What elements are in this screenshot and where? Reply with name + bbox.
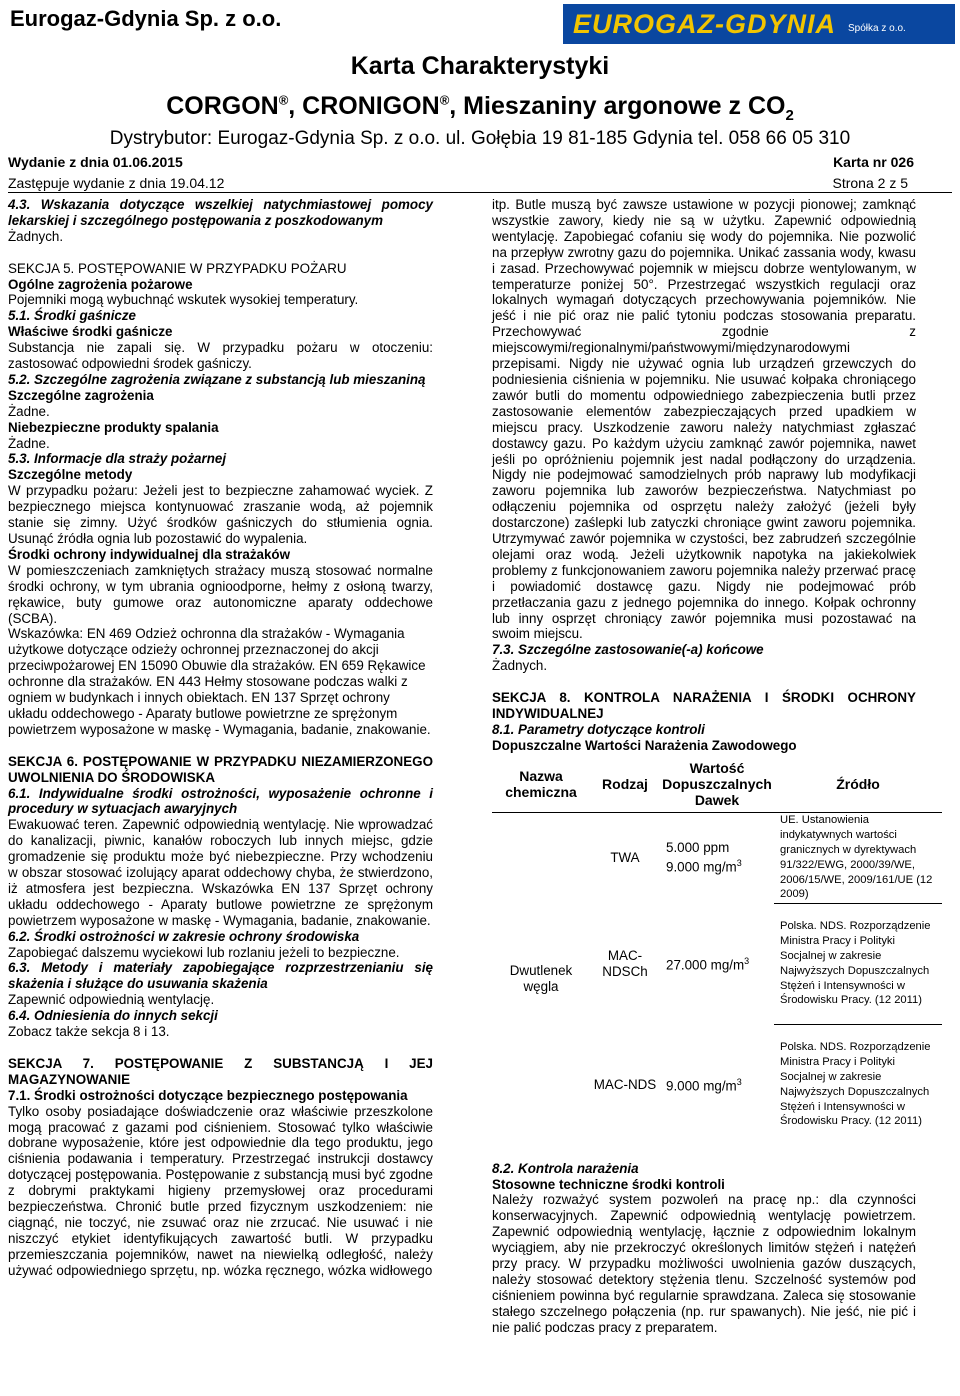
product-name-c: , Mieszaniny argonowe z CO <box>449 92 786 120</box>
section-6-3-text: Zapewnić odpowiednią wentylację. <box>8 992 215 1008</box>
section-5-1-title: 5.1. Środki gaśnicze <box>8 308 137 324</box>
section-4-3-title: 4.3. Wskazania dotyczące wszelkiej natychmiastowej pomocy lekarskiej i szczególnego postępowania z poszkodowanym <box>8 197 433 228</box>
firefighter-ppe-heading: Środki ochrony indywidualnej dla strażaków <box>8 546 291 562</box>
company-logo <box>563 4 955 44</box>
product-name-b: , CRONIGON <box>288 92 440 120</box>
firefighter-standards-text: Wskazówka: EN 469 Odzież ochronna dla strażaków - Wymagania użytkowe dotyczące odzieży ochronnej przeznaczonej do akcji przeciwpożarowej EN 15090 Obuwie dla strażaków. EN 659 Rękawice ochronne dla strażaków. EN 443 Hełmy stosowane podczas walki z ogniem w budynkach i innych obiektach. EN 137 Sprzęt ochrony układu oddechowego - Aparaty butlowe powietrzne ze sprężonym powietrzem wyposażone w maskę - Wymagania, badanie, znakowanie. <box>8 626 431 737</box>
combustion-products-heading: Niebezpieczne produkty spalania <box>8 419 219 435</box>
fire-hazards-heading: Ogólne zagrożenia pożarowe <box>8 276 193 292</box>
subscript-2: 2 <box>785 107 794 124</box>
value-cell <box>660 812 774 903</box>
section-7-1-text: Tylko osoby posiadające doświadczenie oraz właściwie przeszkolone mogą pracować z gazami pod ciśnieniem. Stosować tylko właściwie dobrane wyposażenie, które jest odpowiednie dla tego produktu, jego ciśnienia podawania i temperatury. Przestrzegać instrukcji dostawcy dotyczącej postępowania. Postępowanie z substancją musi być zgodne z dobrymi praktykami higieny przemysłowej oraz procedurami bezpieczeństwa. Chronić butle przed fizycznym uszkodzeniem: nie ciągnąć, nie toczyć, nie zsuwać oraz nie zrzucać. Nie usuwać i nie niszczyć etykiet identyfikujących zawartość butli. W przypadku przemieszczania pojemników, nawet na niewielką odległość, należy używać odpowiedniego sprzętu, np. wózka ręcznego, wózka widłowego <box>8 1103 433 1278</box>
value-cell: 27.000 $mg/m^3$ <box>666 956 750 973</box>
section-8-2-title: 8.2. Kontrola narażenia <box>492 1160 639 1176</box>
extinguishing-media-heading: Właściwe środki gaśnicze <box>8 324 173 340</box>
section-5-3-title: 5.3. Informacje dla straży pożarnej <box>8 451 227 467</box>
section-6-4-title: 6.4. Odniesienia do innych sekcji <box>8 1008 218 1024</box>
value-mgm3: 9.000 $mg/m^3$ <box>666 858 742 875</box>
section-7-1-title: 7.1. Środki ostrożności dotyczące bezpiecznego postępowania <box>8 1087 408 1103</box>
section-6-2-text: Zapobiegać dalszemu wyciekowi lub rozlaniu jeżeli to bezpieczne. <box>8 944 400 960</box>
company-name: Eurogaz-Gdynia Sp. z o.o. <box>10 6 282 31</box>
issue-date: Wydanie z dnia 01.06.2015 <box>8 154 183 170</box>
special-hazards-heading: Szczególne zagrożenia <box>8 387 154 403</box>
type-cell: MAC-NDS <box>593 1076 657 1092</box>
section-6-1-text: Ewakuować teren. Zapewnić odpowiednią wentylację. Nie wprowadzać do kanalizacji, piwnic, kanałów roboczych lub innych miejsc, gdzie gromadzenie się produktu może być niebezpieczne. Przy wchodzeniu w obszar stosować izolujący aparat oddechowy chyba, że stwierdzono, iż atmosfera jest bezpieczna. Wskazówka EN 137 Sprzęt ochrony układu oddechowego - Aparaty butlowe powietrzne ze sprężonym powietrzem wyposażone w maskę - Wymagania, badanie, znakowanie. <box>8 817 433 928</box>
technical-controls-heading: Stosowne techniczne środki kontroli <box>492 1176 725 1192</box>
exposure-limits-table <box>492 756 942 1145</box>
section-6-3-title: 6.3. Metody i materiały zapobiegające rozprzestrzenianiu się skażenia i służące do usuwania skażenia <box>8 960 433 992</box>
section-5-title: SEKCJA 5. POSTĘPOWANIE W PRZYPADKU POŻARU <box>8 260 347 276</box>
fire-hazards-text: Pojemniki mogą wybuchnąć wskutek wysokiej temperatury. <box>8 292 359 308</box>
header-limit-value: Wartość Dopuszczalnych Dawek <box>660 756 774 813</box>
table-header-row <box>492 756 942 813</box>
section-7-title: SEKCJA 7. POSTĘPOWANIE Z SUBSTANCJĄ I JEJ MAGAZYNOWANIE <box>8 1055 433 1087</box>
right-column <box>492 197 933 1336</box>
card-number: Karta nr 026 <box>833 154 914 170</box>
registered-mark: ® <box>278 92 289 108</box>
section-7-1-continued: itp. Butle muszą być zawsze ustawione w pozycji pionowej; zamknąć wszystkie zawory, kiedy nie są w użytku. Zapewnić odpowiednią wentylację. Zapobiegać cofaniu się wody do pojemnika. Nie pozwolić na przepływ zwrotny gazu do pojemnika. Unikać zassania wody, kwasu i zasad. Przechowywać pojemnik w miejscu dobrze wentylowanym, w temperaturze poniżej 50°. Przestrzegać wszystkich regulacji oraz lokalnych wymagań dotyczących przechowywania pojemników. Nie jeść i nie pić oraz nie palić tytoniu podczas stosowania preparatu. Przechowywać zgodnie z miejscowymi/regionalnymi/państwowymi/międzynarodowymi przepisami. Nigdy nie używać ognia lub urządzeń grzewczych do podniesienia ciśnienia w pojemniku. Nie usuwać kołpaka chroniącego zawór butli do momentu odpowiedniego zabezpieczenia butli przez zastosowanie elementów zabezpieczających przed upadkiem w miejscu pracy. Uszkodzenie zaworu należy natychmiast zgłaszać dostawcy gazu. Po każdym użyciu zamknąć zawór pojemnika, nawet jeśli po opróżnieniu pojemnik jest nadal podłączony do urządzenia. Nigdy nie podejmować samodzielnych prób naprawy lub modyfikacji zaworu pojemnika lub zaworów bezpieczeństwa. Natychmiast po odłączeniu pojemnika od osprzętu należy założyć (jeżeli były dostarczone) zaślepki lub zatyczki chroniące gwint zaworu pojemnika. Utrzymywać zawór pojemnika w czystości, bez zabrudzeń szczególnie olejami oraz wodą. Jeżeli użytkownik napotyka na jakiekolwiek problemy z funkcjonowaniem zaworu pojemnika należy przerwać pracę i powiadomić dostawcę gazu. Nigdy nie podejmować prób przetłaczania gazu z jednego pojemnika do innego. Kołpak ochronny lub inny osprzęt chroniący zawór pojemnika musi pozostawać na swoim miejscu. <box>492 197 916 642</box>
firefighter-ppe-text: W pomieszczeniach zamkniętych strażacy muszą stosować normalne środki ochrony, w tym ubrania ognioodporne, hełmy z osłoną twarzy, rękawice, buty gumowe oraz autonomiczne aparaty oddechowe (SCBA). <box>8 562 433 626</box>
header-source: Źródło <box>774 756 942 813</box>
special-methods-heading: Szczególne metody <box>8 467 133 483</box>
header-divider <box>8 192 952 193</box>
oel-heading: Dopuszczalne Wartości Narażenia Zawodowego <box>492 737 797 753</box>
section-8-title: SEKCJA 8. KONTROLA NARAŻENIA I ŚRODKI OCHRONY INDYWIDUALNEJ <box>492 690 916 721</box>
left-column <box>8 197 433 1279</box>
chemical-name-cell: Dwutlenek węgla <box>509 962 573 994</box>
header-type: Rodzaj <box>590 756 660 813</box>
section-5-2-title: 5.2. Szczególne zagrożenia związane z substancją lub mieszaniną <box>8 371 426 387</box>
product-title <box>0 92 960 124</box>
source-cell: Polska. NDS. Rozporządzenie Ministra Pracy i Polityki Socjalnej w zakresie Najwyższych Dopuszczalnych Stężeń i Intensywności w Środowisku Pracy. (12 2011) <box>774 903 942 1024</box>
replaces-edition: Zastępuje wydanie z dnia 19.04.12 <box>8 175 225 191</box>
section-6-1-title: 6.1. Indywidualne środki ostrożności, wyposażenie ochronne i procedury w sytuacjach awaryjnych <box>8 785 433 817</box>
combustion-products-text: Żadne. <box>8 435 50 451</box>
distributor-line: Dystrybutor: Eurogaz-Gdynia Sp. z o.o. ul. Gołębia 19 81-185 Gdynia tel. 058 66 05 310 <box>109 128 851 149</box>
special-methods-text: W przypadku pożaru: Jeżeli jest to bezpieczne zahamować wyciek. Z bezpiecznego miejsca kontynuować zraszanie wodą, aż pojemnik stanie się zimny. Użyć środków gaśniczych do stłumienia ognia. Usunąć źródła ognia lub pozostawić do wypalenia. <box>8 483 433 547</box>
section-6-title: SEKCJA 6. POSTĘPOWANIE W PRZYPADKU NIEZAMIERZONEGO UWOLNIENIA DO ŚRODOWISKA <box>8 753 433 785</box>
type-cell: MAC-NDSCh <box>602 947 648 979</box>
section-6-2-title: 6.2. Środki ostrożności w zakresie ochrony środowiska <box>8 928 360 944</box>
product-name-a: CORGON <box>166 92 279 120</box>
table-row <box>492 812 942 903</box>
value-cell: 9.000 $mg/m^3$ <box>666 1076 742 1094</box>
technical-controls-text: Należy rozważyć system pozwoleń na pracę np.: dla czynności konserwacyjnych. Zapewnić odpowiednią wentylację powietrzem. Zapewnić odpowiednią wentylację, łącznie z odpowiednim lokalnym wyciągiem, aby nie przekroczyć określonych limitów stężeń i natężeń przy pracy. W przypadku możliwości uwolnienia gazów duszących, należy stosować detektory stężenia tlenu. Szczelność systemów pod ciśnieniem powinna być regularnie sprawdzana. Zaleca się stosowanie stałego szczelnego połączenia (np. rur spawanych). Nie jeść, nie pić i nie palić podczas pracy z preparatem. <box>492 1192 916 1335</box>
extinguishing-media-text: Substancja nie zapali się. W przypadku pożaru w otoczeniu: zastosować odpowiedni środek gaśniczy. <box>8 340 433 372</box>
section-7-3-title: 7.3. Szczególne zastosowanie(-a) końcowe <box>492 642 764 658</box>
section-7-3-text: Żadnych. <box>492 658 548 674</box>
registered-mark: ® <box>439 92 450 108</box>
special-hazards-text: Żadne. <box>8 403 50 419</box>
logo-subtext: Spółka z o.o. <box>848 22 906 34</box>
section-8-1-title: 8.1. Parametry dotyczące kontroli <box>492 721 705 737</box>
header-chemical-name: Nazwa chemiczna <box>492 756 590 813</box>
page-number: Strona 2 z 5 <box>832 175 908 191</box>
section-4-3-text: Żadnych. <box>8 228 64 244</box>
value-ppm: 5.000 ppm <box>666 840 730 856</box>
document-title: Karta Charakterystyki <box>350 52 610 80</box>
section-6-4-text: Zobacz także sekcja 8 i 13. <box>8 1024 170 1040</box>
source-cell: Polska. NDS. Rozporządzenie Ministra Pracy i Polityki Socjalnej w zakresie Najwyższych Dopuszczalnych Stężeń i Intensywności w Środowisku Pracy. (12 2011) <box>780 1041 931 1128</box>
logo-text: EUROGAZ-GDYNIA <box>573 8 836 39</box>
type-cell: TWA <box>610 850 640 865</box>
source-cell: UE. Ustanowienia indykatywnych wartości granicznych w dyrektywach 91/322/EWG, 2000/39/WE, 2006/15/WE, 2009/161/UE (12 2009) <box>774 812 942 903</box>
